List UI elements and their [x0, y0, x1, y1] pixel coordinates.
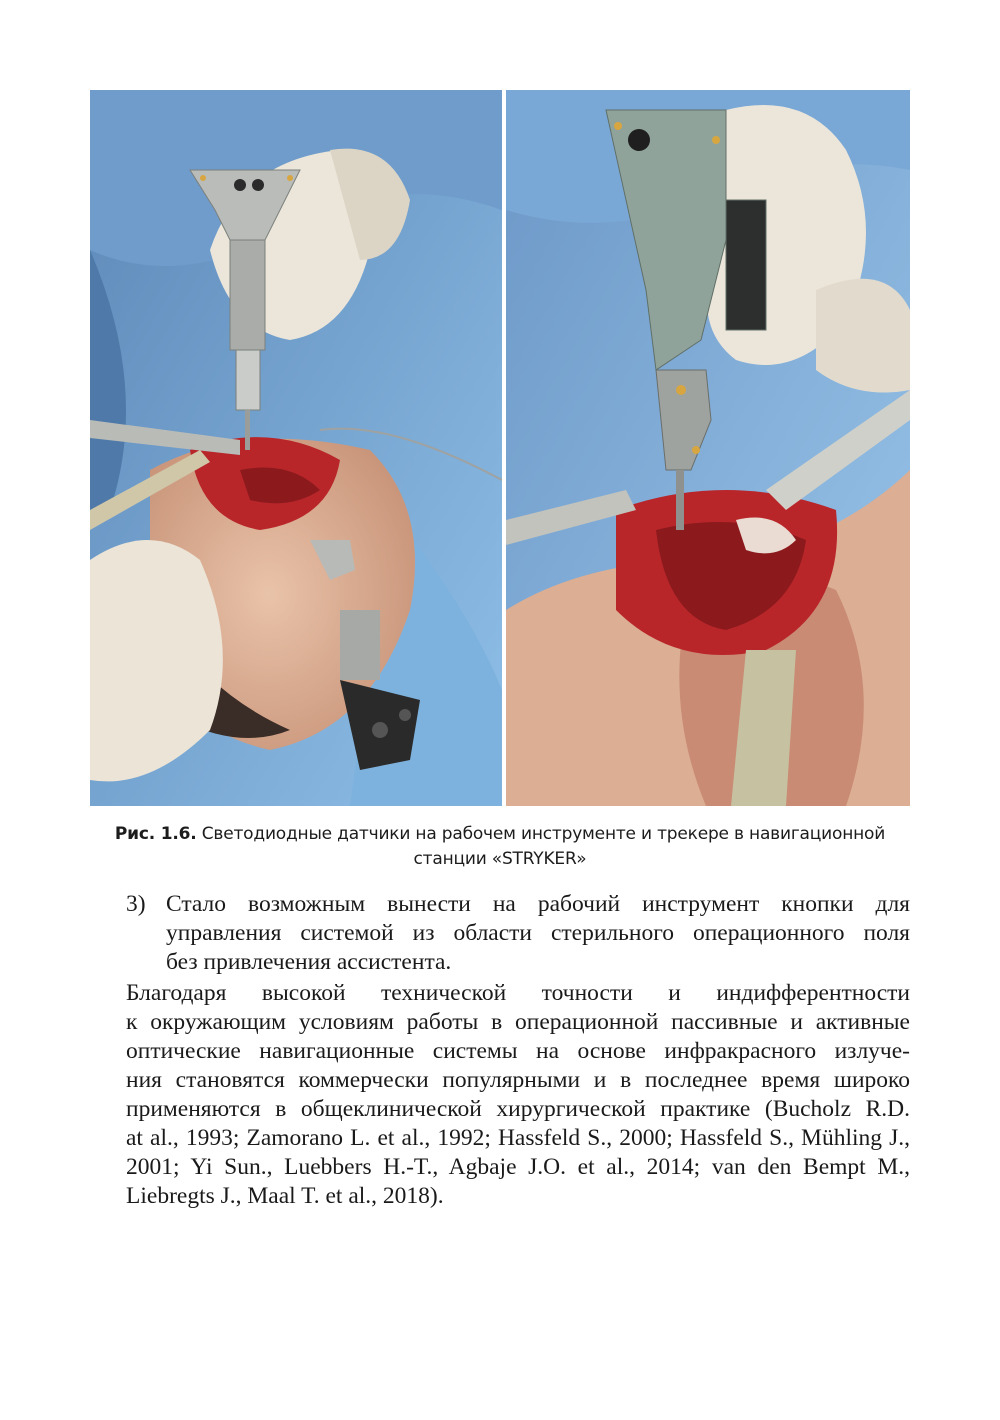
caption-line-1: [90, 822, 910, 847]
text-line: Liebregts J., Maal T. et al., 2018).: [126, 1183, 444, 1209]
text-line: 2001; Yi Sun., Luebbers H.-T., Agbaje J.O. et al., 2014; van den Bempt M.,: [126, 1154, 910, 1180]
figure: [90, 90, 910, 806]
text-line: без привлечения ассистента.: [166, 949, 452, 975]
text-line: управления системой из области стерильного операционного поля: [166, 920, 910, 946]
text-line: оптические навигационные системы на основе инфракрасного излуче-: [126, 1038, 910, 1064]
text-line: применяются в общеклинической хирургической практике (Bucholz R.D.: [126, 1096, 910, 1122]
body-paragraph: [90, 979, 910, 1211]
text-line: Стало возможным вынести на рабочий инструмент кнопки для: [166, 891, 910, 917]
caption-label: Рис. 1.6.: [114, 824, 197, 844]
caption-line-2: станции «STRYKER»: [413, 849, 587, 869]
list-item-text: [166, 890, 910, 977]
right-surgical-photo: [506, 90, 910, 806]
left-surgical-photo: [90, 90, 502, 806]
text-line: ния становятся коммерчески популярными и в последнее время широко: [126, 1067, 910, 1093]
text-line: к окружающим условиям работы в операционной пассивные и активные: [126, 1009, 910, 1035]
list-number: 3): [126, 891, 146, 917]
caption-text: Светодиодные датчики на рабочем инструменте и трекере в навигационной: [201, 824, 886, 844]
right-photo-image: [506, 90, 910, 806]
left-photo-image: [90, 90, 502, 806]
text-line: at al., 1993; Zamorano L. et al., 1992; Hassfeld S., 2000; Hassfeld S., Mühling J.,: [126, 1125, 910, 1151]
text-line: Благодаря высокой технической точности и индифферентности: [126, 980, 910, 1006]
figure-caption: [90, 822, 910, 872]
